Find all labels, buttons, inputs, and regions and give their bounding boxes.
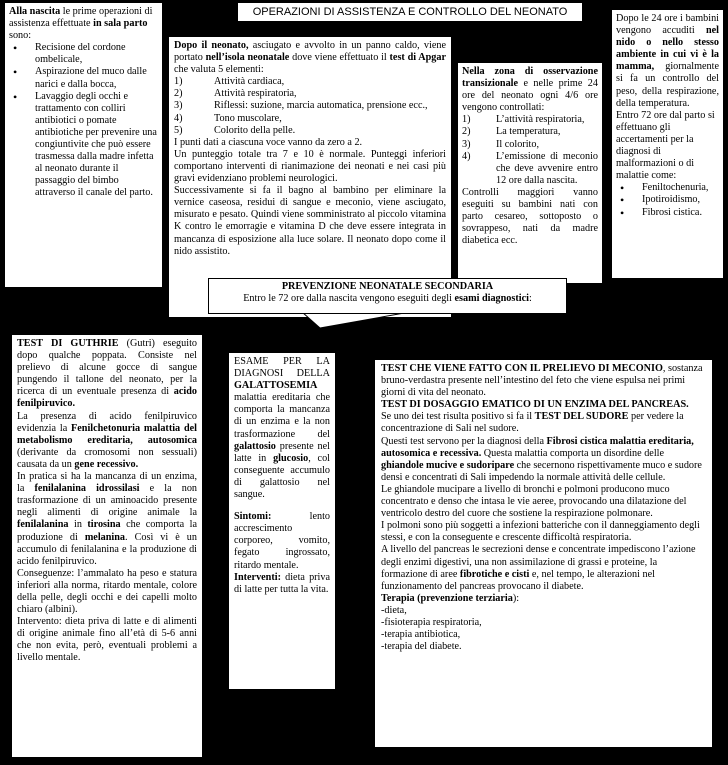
nido-accertamenti: Entro 72 ore dal parto si effettuano gli accertamenti per la diagnosi di malformazioni o di malattie come:: [616, 109, 715, 182]
therapy-item: -terapia antibiotica,: [381, 629, 461, 641]
list-item: 3) Il colorito,: [462, 138, 540, 150]
box-prevenzione-secondaria: [208, 278, 567, 314]
meconio-terapia-heading: Terapia (prevenzione terziaria):: [381, 592, 520, 604]
nascita-intro: Alla nascita le prime operazioni di assistenza effettuate in sala parto sono:: [9, 6, 153, 42]
list-item: • Aspirazione del muco dalle narici e dalla bocca,: [9, 66, 158, 90]
therapy-item: -dieta,: [381, 604, 407, 616]
list-item: 2) La temperatura,: [462, 126, 561, 138]
galattosemia-sintomi: Sintomi: lento accrescimento corporeo, vomito, fegato ingrossato, ritardo mentale.: [234, 511, 330, 571]
therapy-item: -fisioterapia respiratoria,: [381, 616, 482, 628]
list-item: • Fibrosi cistica.: [616, 207, 719, 219]
list-item: 2) Attività respiratoria,: [174, 88, 297, 100]
box-test-apgar: [168, 36, 452, 318]
apgar-score: Un punteggio totale tra 7 e 10 è normale. Punteggi inferiori comportano interventi di rianimazione dei neonati e nei casi più gravi evidenziano problemi neurologici.: [174, 148, 446, 185]
list-item: • Ipotiroidismo,: [616, 194, 719, 206]
box-alla-nascita: [4, 2, 163, 288]
list-item: 4) Tono muscolare,: [174, 112, 282, 124]
therapy-item: -terapia del diabete.: [381, 641, 462, 653]
list-item: 1) Attività cardiaca,: [174, 76, 285, 88]
prevenzione-text: Entro le 72 ore dalla nascita vengono eseguiti degli esami diagnostici:: [243, 293, 532, 305]
transizionale-note: Controlli maggiori vanno eseguiti su bambini nati con parto cesareo, sottoposto o sovrappeso, nati da madre diabetica ecc.: [462, 186, 598, 247]
meconio-polmoni: Le ghiandole mucipare a livello di bronchi e polmoni producono muco concentrato e denso che intasa le vie aeree, provocando una dilatazione del ventricolo destro del cuore che sostiene la respirazione polmonare.: [381, 483, 687, 520]
list-item: 1) L’attività respiratoria,: [462, 114, 585, 126]
list-item: • Feniltochenuria,: [616, 182, 719, 194]
list-item: 5) Colorito della pelle.: [174, 124, 296, 136]
meconio-sudore: Se uno dei test risulta positivo si fa il TEST DEL SUDORE per vedere la concentrazione di Sali nel sudore.: [381, 411, 684, 435]
galattosemia-interventi: Interventi: dieta priva di latte per tutta la vita.: [234, 571, 330, 595]
box-test-guthrie: [11, 334, 203, 758]
guthrie-intro: TEST DI GUTHRIE (Gutri) eseguito dopo qualche poppata. Consiste nel prelievo di alcune gocce di sangue pungendo il tallone del neonato, per la ricerca di un eventuale presenza di acido fenilpiruvico.: [17, 338, 197, 410]
apgar-intro: Dopo il neonato, asciugato e avvolto in un panno caldo, viene portato nell’isola neonatale dove viene effettuato il test di Apgar che valuta 5 elementi:: [174, 40, 446, 76]
meconio-pancreas: A livello del pancreas le secrezioni dense e concentrate impediscono l’azione degli enzimi digestivi, una non assimilazione di grassi e proteine, la formazione di aree fibrotiche e cisti e, nel tempo, le alterazioni nel funzionamento del pancreas provocano il diabete.: [381, 544, 696, 592]
list-item: • Recisione del cordone ombelicale,: [9, 42, 158, 66]
page-title: OPERAZIONI DI ASSISTENZA E CONTROLLO DEL NEONATO: [237, 2, 583, 22]
box-galattosemia: [228, 352, 336, 690]
apgar-list: [174, 76, 446, 136]
apgar-bath: Successivamente si fa il bagno al bambino per eliminare la vernice caseosa, residui di sangue e meconio, viene asciugato, misurato e pesato. Quindi viene somministrato al piccolo vitamina K contro le emorragie e vitamina D che deve essere integrata in mancanza di esposizione alla luce solare. Il neonato dopo come il nido assistito.: [174, 185, 446, 257]
guthrie-conseguenze: Conseguenze: l’ammalato ha peso e statura inferiori alla norma, ritardo mentale, colore della pelle, degli occhi e dei capelli molto chiaro (albini).: [17, 567, 197, 616]
list-item: 3) Riflessi: suzione, marcia automatica, prensione ecc.,: [174, 100, 428, 112]
guthrie-fenilchetonuria: La presenza di acido fenilpiruvico evidenzia la Fenilchetonuria malattia del metabolismo ereditaria, autosomica (derivante da cromosomi non sessuali) causata da un gene recessivo.: [17, 410, 197, 470]
box-osservazione-transizionale: [457, 62, 603, 284]
meconio-infezioni: I polmoni sono più soggetti a infezioni batteriche con il danneggiamento degli stessi, e con la conseguente e crescente difficoltà respiratoria.: [381, 520, 700, 544]
meconio-enzima: TEST DI DOSAGGIO EMATICO DI UN ENZIMA DEL PANCREAS.: [381, 399, 689, 411]
box-nido: [611, 9, 724, 279]
meconio-intro: TEST CHE VIENE FATTO CON IL PRELIEVO DI MECONIO, sostanza bruno-verdastra presente nell’intestino del feto che viene espulsa nei primi giorni di vita del neonato.: [381, 363, 703, 399]
list-item: 4) L’emissione di meconio che deve avvenire entro 12 ore dalla nascita.: [462, 150, 598, 186]
list-item: • Lavaggio degli occhi e trattamento con colliri antibiotici o pomate antibiotiche per prevenire una congiuntivite che può essere trasmessa dalla madre infetta al neonato durante il passaggio del bimbo attraverso il canale del parto.: [9, 91, 158, 200]
prevenzione-heading: PREVENZIONE NEONATALE SECONDARIA: [281, 281, 494, 292]
nascita-list: [9, 42, 158, 199]
transizionale-list: [462, 114, 598, 187]
transizionale-intro: Nella zona di osservazione transizionale e nelle prime 24 ore del neonato ogni 4/6 ore vengono controllati:: [462, 66, 598, 114]
galattosemia-text: ESAME PER LA DIAGNOSI DELLA GALATTOSEMIA malattia ereditaria che comporta la mancanza di un enzima e la non trasformazione del galattosio presente nel latte in glucosio, col conseguente accumulo di galattosio nel sangue.: [234, 356, 330, 501]
meconio-fibrosi: Questi test servono per la diagnosi della Fibrosi cistica malattia ereditaria, autosomica e recessiva. Questa malattia comporta un disordine delle ghiandole mucive e sudoripare che secernono rispettivamente muco e sudore densi e concentrati di Sali impedendo la normale attività delle cellule.: [381, 435, 702, 483]
guthrie-enzima: In pratica si ha la mancanza di un enzima, la fenilalanina idrossilasi e la non trasformazione di un aminoacido presente negli alimenti di origine animale la fenilalanina in tirosina che comporta la produzione di melanina. Così vi è un accumulo di fenilalanina e la produzione di acido fenilpiruvico.: [17, 471, 198, 567]
nido-list: [616, 182, 719, 218]
nido-intro: Dopo le 24 ore i bambini vengono accuditi nel nido o nello stesso ambiente in cui vi è la mamma, giornalmente si fa un controllo del peso, della respirazione, della temperatura.: [616, 13, 719, 109]
guthrie-intervento: Intervento: dieta priva di latte e di alimenti di origine animale fino all’età di 5-6 anni che non evita, però, eventuali problemi a livello mentale.: [17, 616, 197, 664]
box-test-meconio: [374, 359, 713, 748]
apgar-points: I punti dati a ciascuna voce vanno da zero a 2.: [174, 136, 363, 148]
callout-pointer: [300, 310, 440, 340]
